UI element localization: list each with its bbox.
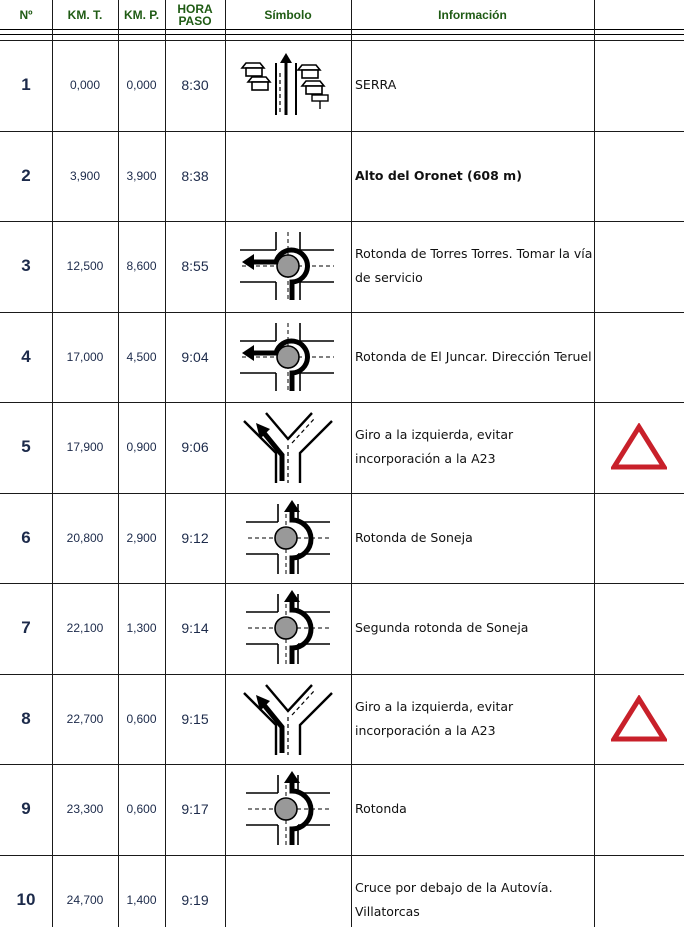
km-partial: 0,600 <box>126 802 157 816</box>
header-rule-bottom <box>0 34 684 35</box>
roundabout-straight-icon <box>240 771 336 847</box>
header-hora: HORA <box>177 1 213 16</box>
hora-paso: 9:14 <box>181 620 209 636</box>
village-start-icon <box>240 53 336 117</box>
fork-left-icon <box>240 409 336 485</box>
km-total: 20,800 <box>66 531 104 545</box>
symbol-cell <box>225 312 351 402</box>
table-row <box>0 855 684 945</box>
warning-cell <box>594 40 684 130</box>
row-divider <box>0 493 684 494</box>
info-text: Alto del Oronet (608 m) <box>355 168 522 183</box>
header-informacion: Información <box>438 7 507 22</box>
warning-cell <box>594 402 684 492</box>
km-partial: 2,900 <box>126 531 157 545</box>
header-km-p: KM. P. <box>123 7 160 22</box>
warning-cell <box>594 312 684 402</box>
warning-cell <box>594 583 684 673</box>
warning-triangle-icon <box>611 423 667 471</box>
row-divider <box>0 674 684 675</box>
info-text: Cruce por debajo de la Autovía. Villatorcas <box>355 880 553 919</box>
roundabout-left-icon <box>238 230 338 302</box>
km-total: 12,500 <box>66 259 104 273</box>
symbol-cell <box>225 221 351 311</box>
row-number: 3 <box>21 256 31 275</box>
warning-cell <box>594 674 684 764</box>
row-divider <box>0 131 684 132</box>
header-rule-top <box>0 29 684 30</box>
row-divider <box>0 855 684 856</box>
hora-paso: 9:19 <box>181 892 209 908</box>
km-total: 17,900 <box>66 440 104 454</box>
info-text: Segunda rotonda de Soneja <box>355 620 529 635</box>
symbol-cell <box>225 131 351 221</box>
row-number: 10 <box>16 890 36 909</box>
table-row <box>0 764 684 854</box>
hora-paso: 8:38 <box>181 168 209 184</box>
km-total: 3,900 <box>69 169 101 183</box>
symbol-cell <box>225 40 351 130</box>
row-divider <box>0 221 684 222</box>
km-total: 17,000 <box>66 350 104 364</box>
km-partial: 1,300 <box>126 621 157 635</box>
km-partial: 8,600 <box>126 259 157 273</box>
warning-cell <box>594 221 684 311</box>
grid-line <box>225 0 226 927</box>
symbol-cell <box>225 402 351 492</box>
row-number: 8 <box>21 709 31 728</box>
row-number: 9 <box>21 799 31 818</box>
row-divider <box>0 583 684 584</box>
row-number: 7 <box>21 618 31 637</box>
symbol-cell <box>225 583 351 673</box>
warning-cell <box>594 131 684 221</box>
row-divider <box>0 402 684 403</box>
hora-paso: 9:17 <box>181 801 209 817</box>
warning-cell <box>594 493 684 583</box>
row-divider <box>0 40 684 41</box>
row-number: 1 <box>21 75 31 94</box>
table-row <box>0 221 684 311</box>
km-total: 22,700 <box>66 712 104 726</box>
row-number: 5 <box>21 437 31 456</box>
fork-left-icon <box>240 681 336 757</box>
roundabout-left-icon <box>238 321 338 393</box>
table-row <box>0 674 684 764</box>
symbol-cell <box>225 764 351 854</box>
km-total: 22,100 <box>66 621 104 635</box>
warning-cell <box>594 764 684 854</box>
km-partial: 4,500 <box>126 350 157 364</box>
info-text: Giro a la izquierda, evitar incorporación a la A23 <box>355 699 514 738</box>
km-total: 23,300 <box>66 802 104 816</box>
warning-cell <box>594 855 684 945</box>
header-paso: PASO <box>178 13 212 28</box>
table-row <box>0 402 684 492</box>
grid-line <box>351 0 352 927</box>
hora-paso: 8:30 <box>181 77 209 93</box>
header-hora-paso <box>165 0 225 29</box>
hora-paso: 9:04 <box>181 349 209 365</box>
header-km-t: KM. T. <box>67 7 103 22</box>
row-number: 6 <box>21 528 31 547</box>
info-text: Giro a la izquierda, evitar incorporación a la A23 <box>355 427 514 466</box>
header-simbolo: Símbolo <box>264 7 312 22</box>
hora-paso: 9:06 <box>181 439 209 455</box>
km-partial: 1,400 <box>126 893 157 907</box>
km-total: 0,000 <box>69 78 101 92</box>
info-text: Rotonda de El Juncar. Dirección Teruel <box>355 349 592 364</box>
info-text: Rotonda <box>355 801 407 816</box>
grid-line <box>118 0 119 927</box>
roundabout-straight-icon <box>240 500 336 576</box>
table-row <box>0 493 684 583</box>
km-partial: 0,900 <box>126 440 157 454</box>
info-text: Rotonda de Torres Torres. Tomar la vía de servicio <box>355 246 593 285</box>
symbol-cell <box>225 855 351 945</box>
table-row <box>0 583 684 673</box>
row-number: 2 <box>21 166 31 185</box>
info-text: Rotonda de Soneja <box>355 530 473 545</box>
hora-paso: 9:12 <box>181 530 209 546</box>
grid-line <box>594 0 595 927</box>
km-partial: 0,600 <box>126 712 157 726</box>
table-header <box>0 0 684 29</box>
info-text: SERRA <box>355 77 397 92</box>
row-number: 4 <box>21 347 31 366</box>
km-total: 24,700 <box>66 893 104 907</box>
grid-line <box>165 0 166 927</box>
table-row <box>0 131 684 221</box>
symbol-cell <box>225 493 351 583</box>
km-partial: 3,900 <box>126 169 157 183</box>
hora-paso: 8:55 <box>181 258 209 274</box>
roundabout-straight-icon <box>240 590 336 666</box>
km-partial: 0,000 <box>126 78 157 92</box>
symbol-cell <box>225 674 351 764</box>
row-divider <box>0 312 684 313</box>
row-divider <box>0 764 684 765</box>
warning-triangle-icon <box>611 695 667 743</box>
hora-paso: 9:15 <box>181 711 209 727</box>
grid-line <box>52 0 53 927</box>
header-num: Nº <box>19 7 33 22</box>
table-row <box>0 312 684 402</box>
table-row <box>0 40 684 130</box>
